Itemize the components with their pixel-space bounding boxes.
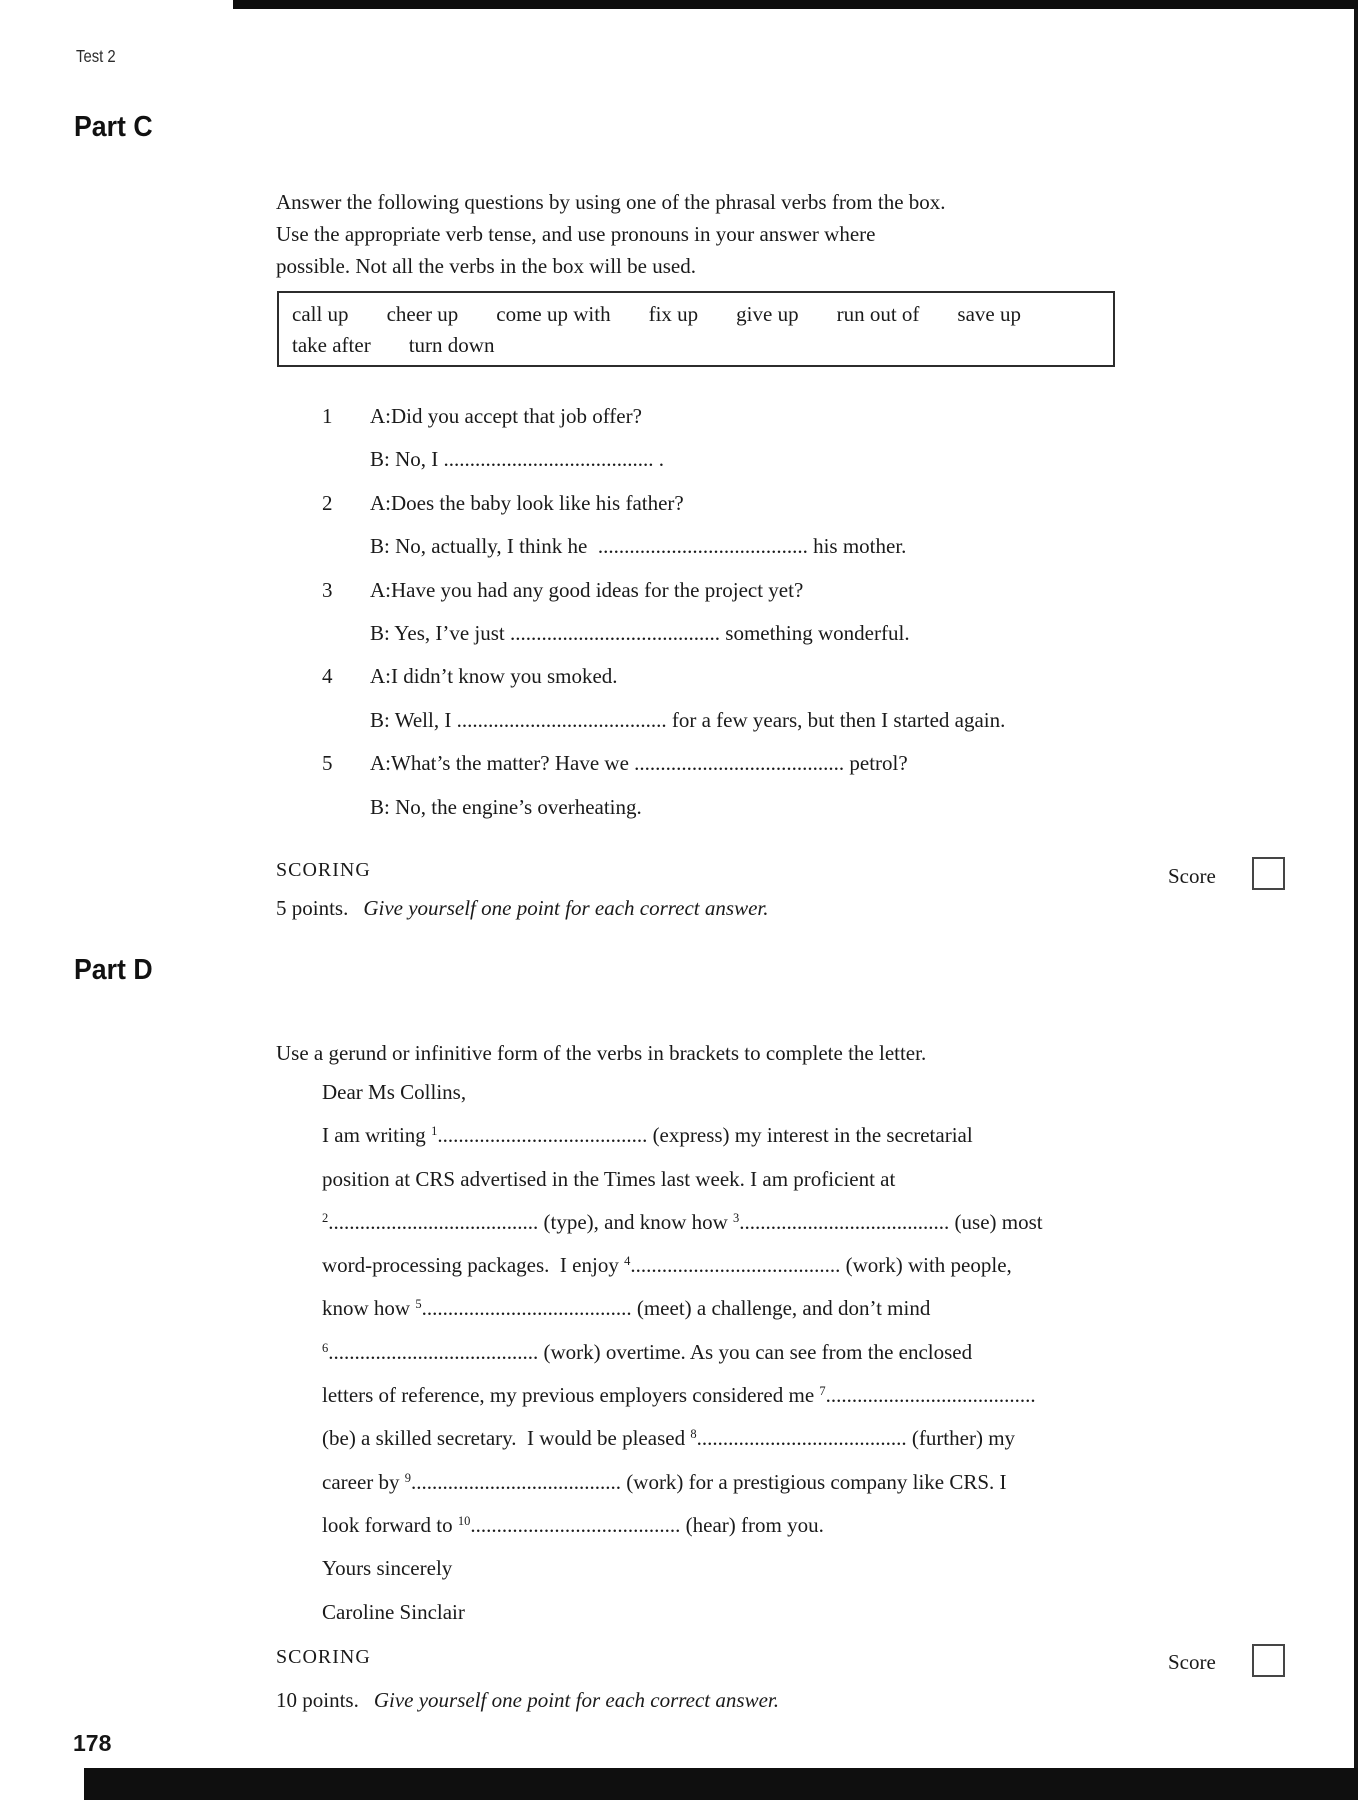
blank-number: 3 bbox=[733, 1210, 740, 1225]
question-number bbox=[322, 612, 370, 655]
letter-line: know how $^5$........................................ (meet) a challenge, and don’t mind bbox=[322, 1296, 931, 1321]
question-number: 5 bbox=[322, 751, 333, 776]
letter-closing: Yours sincerely bbox=[322, 1556, 453, 1581]
question-text: A:I didn’t know you smoked. bbox=[370, 664, 618, 689]
part-d-title: Part D bbox=[74, 954, 153, 986]
verb-box-row bbox=[292, 330, 1103, 361]
letter-line: I am writing $^1$........................................ (express) my interest in the secretarial bbox=[322, 1123, 973, 1148]
question-a-line bbox=[322, 655, 1005, 698]
verb-option: turn down bbox=[408, 333, 495, 357]
part-c-score-label: Score bbox=[1168, 864, 1216, 888]
verb-option: run out of bbox=[836, 302, 920, 326]
question-a-line bbox=[322, 395, 1005, 438]
part-d-score-box bbox=[1252, 1644, 1285, 1677]
part-c-points-line bbox=[276, 893, 769, 923]
blank-number: 8 bbox=[690, 1427, 697, 1442]
question-a-line bbox=[322, 569, 1005, 612]
verb-option: take after bbox=[292, 333, 371, 357]
part-d-instruction: Use a gerund or infinitive form of the verbs in brackets to complete the letter. bbox=[276, 1041, 927, 1065]
question-number: 4 bbox=[322, 664, 333, 689]
instruction-line: Answer the following questions by using one of the phrasal verbs from the box. bbox=[276, 190, 946, 214]
letter-line: word-processing packages. I enjoy $^4$........................................ (work) with people, bbox=[322, 1253, 1012, 1278]
letter-line: position at CRS advertised in the Times last week. I am proficient at bbox=[322, 1166, 896, 1191]
instruction-line: possible. Not all the verbs in the box will be used. bbox=[276, 254, 696, 278]
letter-line: career by $^9$........................................ (work) for a prestigious company like CRS. I bbox=[322, 1469, 1007, 1494]
blank-number: 10 bbox=[457, 1513, 471, 1528]
question-text: B: No, I ........................................ . bbox=[370, 447, 664, 472]
part-d-points-line bbox=[276, 1685, 779, 1715]
question-text: B: No, the engine’s overheating. bbox=[370, 794, 642, 819]
instruction-line: Use the appropriate verb tense, and use pronouns in your answer where bbox=[276, 222, 876, 246]
part-c-instructions bbox=[276, 186, 946, 282]
scan-edge-bottom bbox=[84, 1768, 1358, 1800]
question-text: B: Well, I ........................................ for a few years, but then I started again. bbox=[370, 707, 1006, 732]
book-header: Test 2 bbox=[76, 46, 116, 66]
verb-box-row bbox=[292, 299, 1103, 330]
verb-option: call up bbox=[292, 302, 349, 326]
page-number: 178 bbox=[73, 1730, 112, 1756]
letter-signature: Caroline Sinclair bbox=[322, 1599, 465, 1624]
letter-line: letters of reference, my previous employers considered me $^7$........................................ bbox=[322, 1383, 1036, 1408]
question-b-line bbox=[322, 786, 1005, 829]
letter-line: (be) a skilled secretary. I would be pleased $^8$........................................ (further) my bbox=[322, 1426, 1016, 1451]
letter-line: look forward to $^{10}$........................................ (hear) from you. bbox=[322, 1512, 824, 1537]
question-number bbox=[322, 525, 370, 568]
part-c-scoring-label: SCORING bbox=[276, 859, 371, 881]
question-b-line bbox=[322, 438, 1005, 481]
question-text: A:Did you accept that job offer? bbox=[370, 404, 642, 428]
blank-number: 4 bbox=[624, 1254, 631, 1269]
question-text: A:Have you had any good ideas for the project yet? bbox=[370, 577, 804, 602]
blank-number: 9 bbox=[404, 1470, 412, 1485]
verb-option: save up bbox=[957, 302, 1021, 326]
blank-number: 5 bbox=[415, 1297, 422, 1312]
question-number bbox=[322, 438, 370, 481]
question-text: B: No, actually, I think he ........................................ his mother. bbox=[370, 534, 907, 559]
blank-number: 1 bbox=[431, 1124, 438, 1139]
question-a-line bbox=[322, 482, 1005, 525]
question-number: 3 bbox=[322, 577, 333, 602]
question-text: A:Does the baby look like his father? bbox=[370, 490, 684, 515]
question-number: 1 bbox=[322, 404, 333, 428]
points-value: 10 points. bbox=[276, 1688, 359, 1712]
blank-number: 6 bbox=[322, 1340, 329, 1355]
verb-option: fix up bbox=[648, 302, 699, 326]
verb-box bbox=[277, 291, 1115, 367]
part-c-title: Part C bbox=[74, 111, 153, 143]
question-b-line bbox=[322, 612, 1005, 655]
points-note: Give yourself one point for each correct answer. bbox=[373, 1688, 779, 1712]
question-text: A:What’s the matter? Have we ........................................ petrol? bbox=[370, 751, 908, 776]
questions-list bbox=[322, 395, 1005, 829]
letter-body bbox=[322, 1071, 1043, 1634]
letter-salutation: Dear Ms Collins, bbox=[322, 1080, 467, 1104]
question-text: B: Yes, I’ve just ........................................ something wonderful. bbox=[370, 621, 910, 646]
scan-edge-right bbox=[1354, 0, 1358, 1800]
points-note: Give yourself one point for each correct answer. bbox=[363, 896, 769, 920]
blank-number: 2 bbox=[322, 1210, 329, 1225]
letter-line: $^6$........................................ (work) overtime. As you can see from the enclosed bbox=[322, 1339, 973, 1364]
scan-edge-top bbox=[233, 0, 1358, 9]
part-d-score-label: Score bbox=[1168, 1650, 1216, 1674]
question-number: 2 bbox=[322, 490, 333, 515]
part-c-score-box bbox=[1252, 857, 1285, 890]
question-b-line bbox=[322, 525, 1005, 568]
points-value: 5 points. bbox=[276, 896, 349, 920]
part-d-scoring-label: SCORING bbox=[276, 1646, 371, 1668]
question-b-line bbox=[322, 699, 1005, 742]
verb-option: cheer up bbox=[386, 302, 459, 326]
question-number bbox=[322, 786, 370, 829]
question-number bbox=[322, 699, 370, 742]
blank-number: 7 bbox=[819, 1384, 826, 1399]
question-a-line bbox=[322, 742, 1005, 785]
letter-line: $^2$........................................ (type), and know how $^3$........................................ (use) most bbox=[322, 1209, 1043, 1234]
verb-option: give up bbox=[736, 302, 799, 326]
verb-option: come up with bbox=[496, 302, 611, 326]
